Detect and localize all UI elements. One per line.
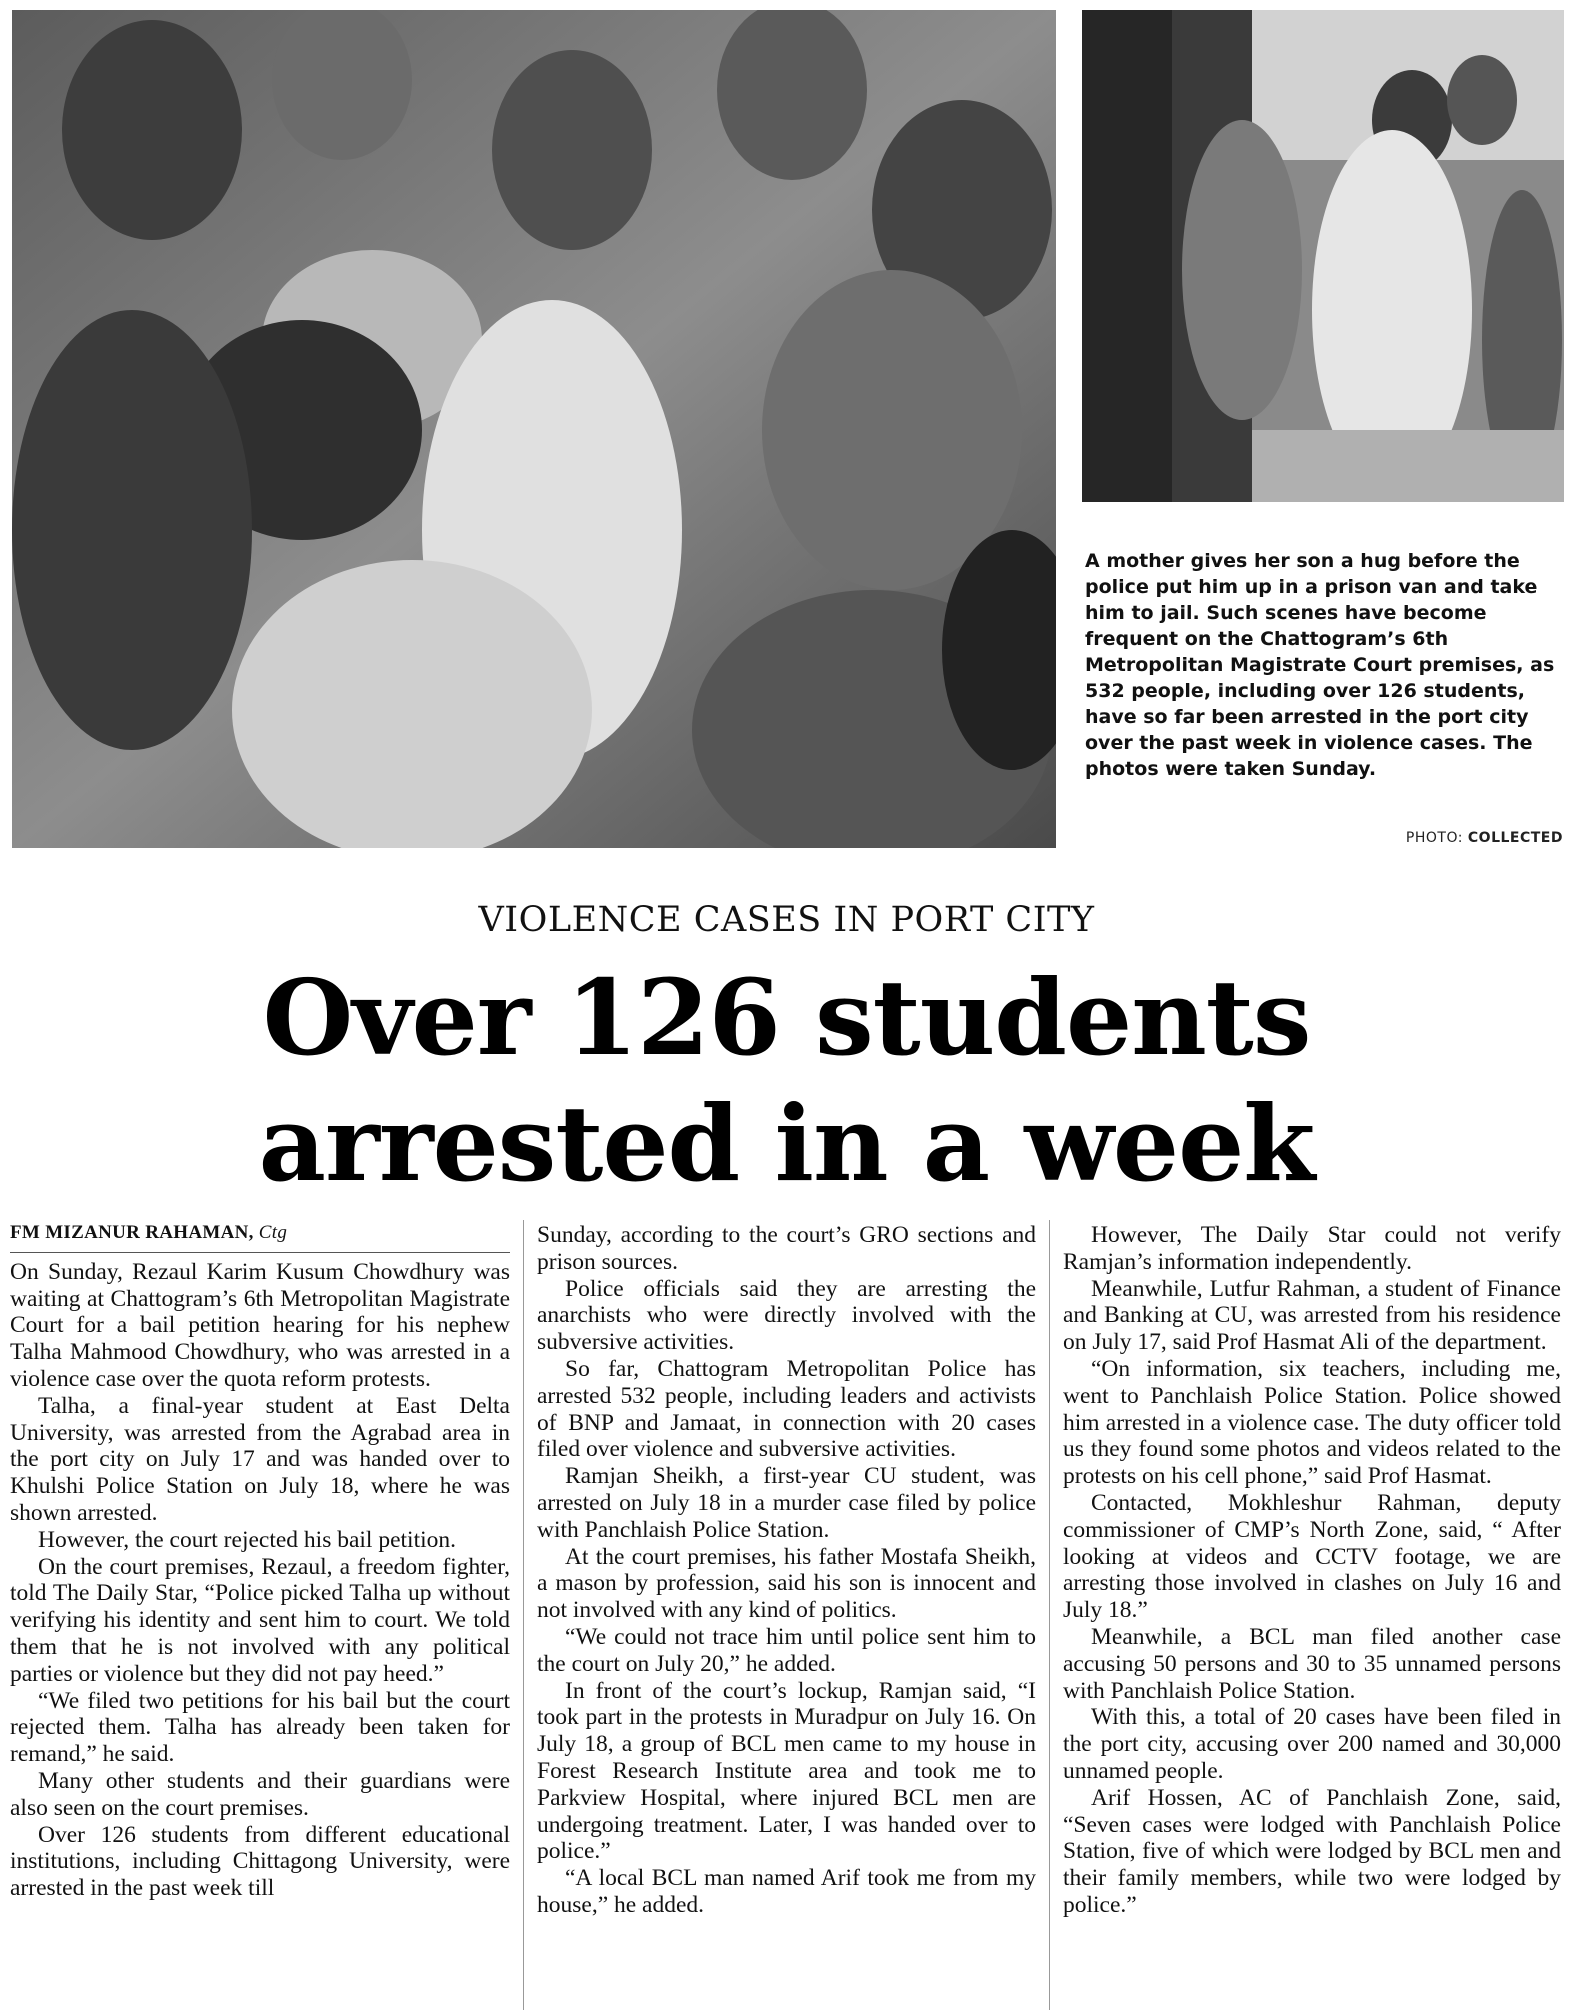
paragraph: Ramjan Sheikh, a first-year CU student, was arrested on July 18 in a murder case filed by police with Panchlaish Police Station.: [537, 1463, 1036, 1543]
article-column-3: [1063, 1222, 1561, 1919]
prison-van-image: [1082, 10, 1564, 502]
paragraph: Meanwhile, a BCL man filed another case accusing 50 persons and 30 to 35 unnamed persons with Panchlaish Police Station.: [1063, 1623, 1561, 1704]
paragraph: “We could not trace him until police sent him to the court on July 20,” he added.: [537, 1623, 1036, 1677]
photo-credit-label: PHOTO:: [1405, 830, 1463, 846]
paragraph: Sunday, according to the court’s GRO sections and prison sources.: [537, 1222, 1036, 1275]
paragraph: “A local BCL man named Arif took me from my house,” he added.: [537, 1865, 1036, 1918]
article-column-1: [10, 1220, 510, 1902]
paragraph: In front of the court’s lockup, Ramjan said, “I took part in the protests in Muradpur on July 16. On July 18, a group of BCL men came to my house in Forest Research Institute area and took me to Parkview Hospital, where injured BCL men are undergoing treatment. Later, I was handed over to police.”: [537, 1677, 1036, 1865]
paragraph: Meanwhile, Lutfur Rahman, a student of Finance and Banking at CU, was arrested from his residence on July 17, said Prof Hasmat Ali of the department.: [1063, 1275, 1561, 1356]
byline-name: FM MIZANUR RAHAMAN,: [10, 1222, 254, 1243]
paragraph: Arif Hossen, AC of Panchlaish Zone, said, “Seven cases were lodged with Panchlaish Police Station, five of which were lodged by BCL men and their family members, while two were lodged by police.”: [1063, 1784, 1561, 1918]
photo-credit: [1406, 830, 1563, 846]
paragraph: On Sunday, Rezaul Karim Kusum Chowdhury was waiting at Chattogram’s 6th Metropolitan Magistrate Court for a bail petition hearing for his nephew Talha Mahmood Chowdhury, who was arrested in a violence case over the quota reform protests.: [10, 1258, 510, 1392]
article-headline: [0, 955, 1573, 1207]
paragraph: Talha, a final-year student at East Delta University, was arrested from the Agrabad area in the port city on July 17 and was handed over to Khulshi Police Station on July 18, where he was shown arrested.: [10, 1392, 510, 1526]
byline: [10, 1220, 510, 1253]
column-divider: [1049, 1220, 1050, 2010]
paragraph: Many other students and their guardians were also seen on the court premises.: [10, 1767, 510, 1821]
paragraph: However, The Daily Star could not verify Ramjan’s information independently.: [1063, 1222, 1561, 1275]
paragraph: At the court premises, his father Mostafa Sheikh, a mason by profession, said his son is innocent and not involved with any kind of politics.: [537, 1543, 1036, 1624]
paragraph: On the court premises, Rezaul, a freedom fighter, told The Daily Star, “Police picked Talha up without verifying his identity and sent him to court. We told them that he is not involved with any political parties or violence but they did not pay heed.”: [10, 1553, 510, 1687]
side-news-photo: [1082, 10, 1564, 502]
crowd-hug-image: [12, 10, 1056, 848]
article-kicker: VIOLENCE CASES IN PORT CITY: [478, 900, 1095, 940]
paragraph: “We filed two petitions for his bail but the court rejected them. Talha has already been taken for remand,” he said.: [10, 1687, 510, 1768]
paragraph: Police officials said they are arresting the anarchists who were directly involved with the subversive activities.: [537, 1275, 1036, 1356]
paragraph: With this, a total of 20 cases have been filed in the port city, accusing over 200 named and 30,000 unnamed people.: [1063, 1704, 1561, 1784]
article-column-2: [537, 1222, 1036, 1919]
paragraph: Over 126 students from different educational institutions, including Chittagong University, were arrested in the past week till: [10, 1821, 510, 1902]
paragraph: Contacted, Mokhleshur Rahman, deputy commissioner of CMP’s North Zone, said, “ After looking at videos and CCTV footage, we are arresting those involved in clashes on July 16 and July 18.”: [1063, 1489, 1561, 1624]
paragraph: So far, Chattogram Metropolitan Police has arrested 532 people, including leaders and activists of BNP and Jamaat, in connection with 20 cases filed over violence and subversive activities.: [537, 1355, 1036, 1463]
photo-credit-source: COLLECTED: [1467, 830, 1563, 846]
column-divider: [523, 1220, 524, 2010]
headline-line-1: Over 126 students: [262, 956, 1311, 1079]
paragraph: “On information, six teachers, including me, went to Panchlaish Police Station. Police showed him arrested in a violence case. The duty officer told us they found some photos and videos related to the protests on his cell phone,” said Prof Hasmat.: [1063, 1355, 1561, 1490]
byline-place: Ctg: [258, 1222, 288, 1243]
paragraph: However, the court rejected his bail petition.: [38, 1526, 456, 1553]
photo-caption: A mother gives her son a hug before the police put him up in a prison van and take him to jail. Such scenes have become frequent on the Chattogram’s 6th Metropolitan Magistrate Court premises, as 532 people, including over 126 students, have so far been arrested in the port city over the past week in violence cases. The photos were taken Sunday.: [1085, 550, 1555, 780]
main-news-photo: [12, 10, 1056, 848]
headline-line-2: arrested in a week: [258, 1082, 1315, 1205]
